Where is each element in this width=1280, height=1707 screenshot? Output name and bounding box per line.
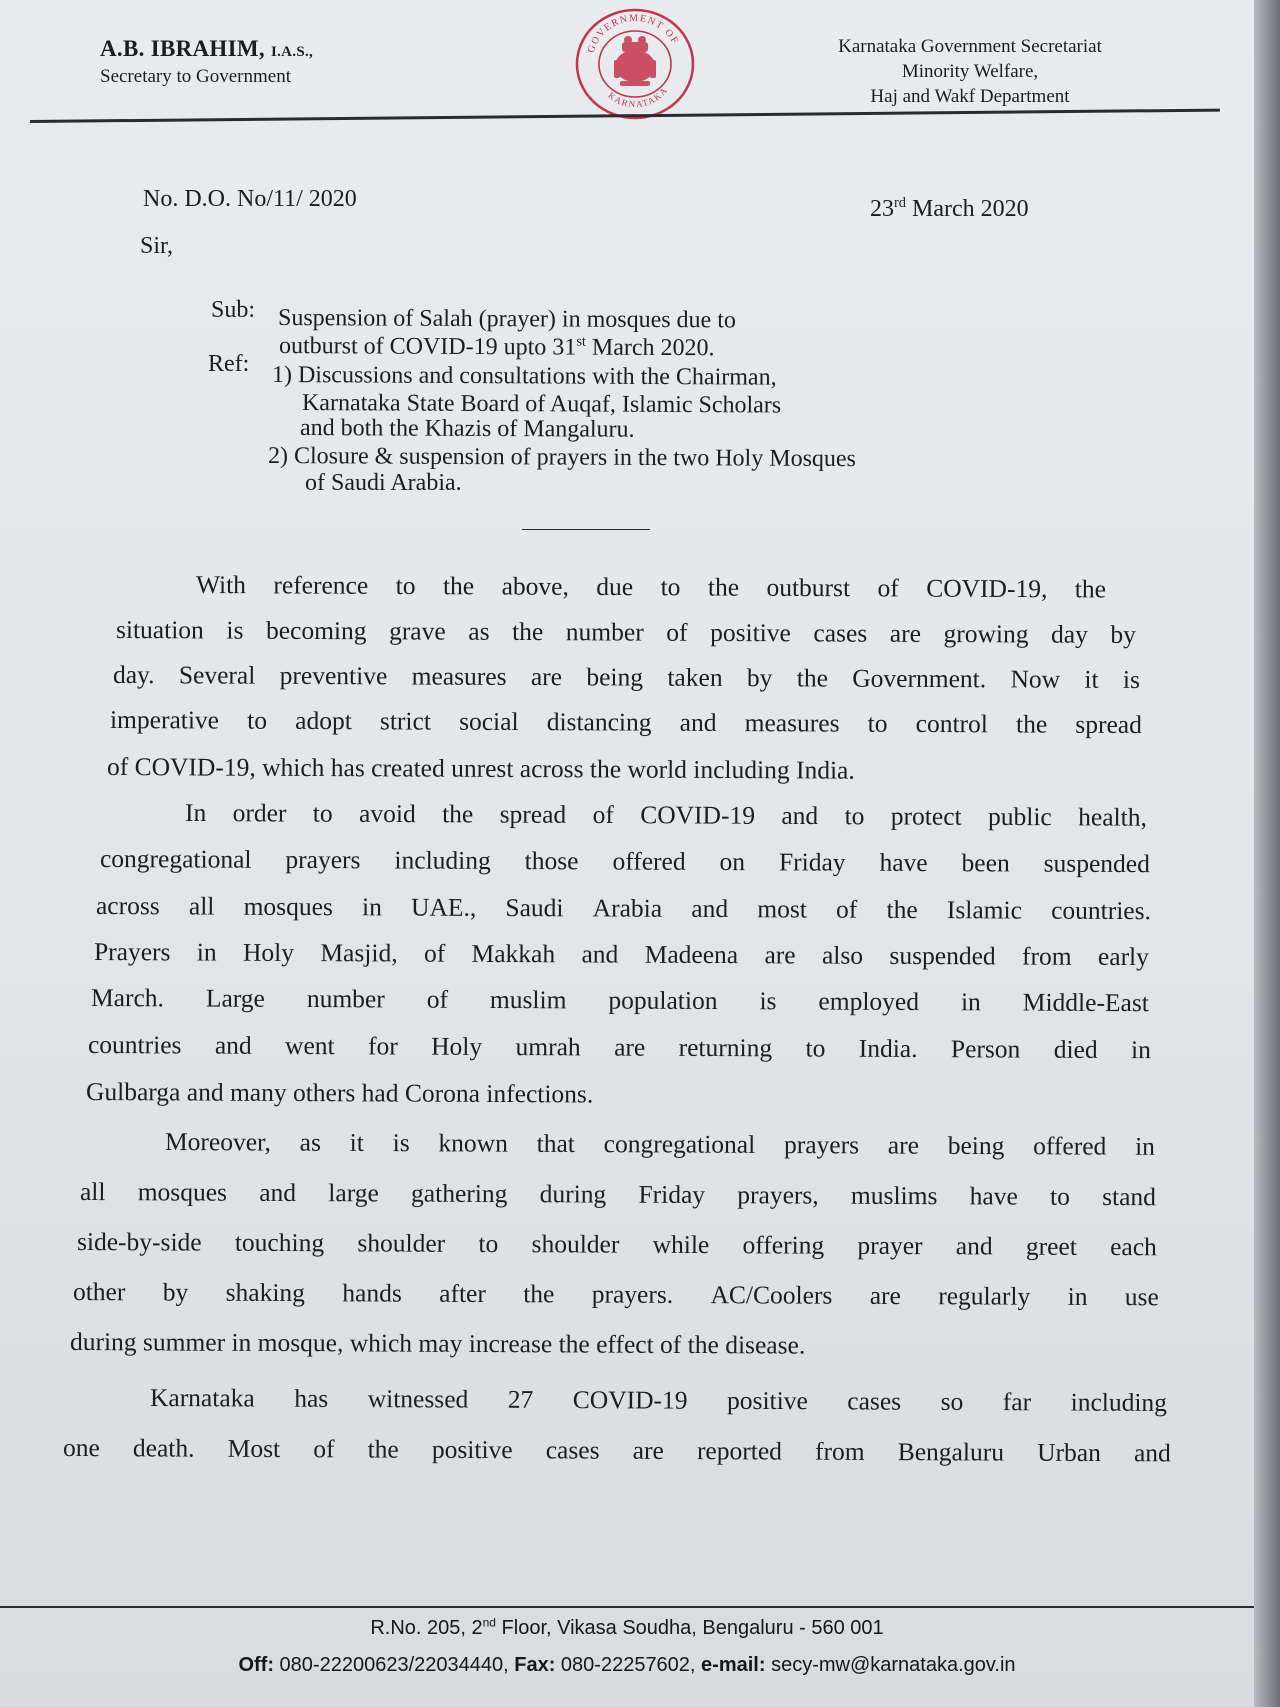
body-word: large xyxy=(328,1178,379,1208)
ref-item-2-line-2: of Saudi Arabia. xyxy=(305,470,462,496)
body-word: and xyxy=(691,893,729,924)
body-word: muslims xyxy=(850,1180,938,1211)
body-line: of COVID-19, which has created unrest across the world including India. xyxy=(106,752,855,785)
body-word: that xyxy=(536,1128,575,1159)
body-line xyxy=(73,1277,1159,1312)
body-word: early xyxy=(1097,941,1150,972)
body-word: and xyxy=(259,1177,297,1208)
seal-text-top: GOVERNMENT OF xyxy=(585,12,681,55)
body-word: and xyxy=(214,1030,252,1060)
body-word: UAE., xyxy=(411,892,477,922)
body-word: side-by-side xyxy=(76,1227,202,1257)
footer-divider xyxy=(0,1606,1254,1608)
footer-contact xyxy=(0,1654,1254,1677)
body-line xyxy=(77,1227,1157,1262)
body-word: grave xyxy=(389,616,446,646)
body-word: the xyxy=(442,571,475,601)
body-word: of xyxy=(877,573,899,603)
body-word: regularly xyxy=(938,1281,1031,1311)
body-word: of xyxy=(426,984,449,1014)
seal-text-bottom: KARNATAKA xyxy=(606,84,670,110)
body-word: shoulder xyxy=(357,1228,446,1258)
body-word: above, xyxy=(501,571,569,601)
body-word: returning xyxy=(678,1032,773,1063)
body-word: strict xyxy=(379,706,432,736)
body-word: avoid xyxy=(359,798,416,829)
body-word: died xyxy=(1053,1034,1098,1064)
sender-name xyxy=(100,36,313,62)
body-word: one xyxy=(62,1433,100,1463)
body-word: taken xyxy=(667,662,723,692)
department-line-2: Minority Welfare, xyxy=(901,61,1039,82)
subject-label: Sub: xyxy=(211,297,256,323)
ref-label: Ref: xyxy=(208,351,250,377)
date-day: 23 xyxy=(870,196,894,222)
body-word: all xyxy=(79,1177,106,1207)
body-word: those xyxy=(524,846,579,876)
body-word: all xyxy=(188,891,215,921)
body-word: and xyxy=(679,707,717,737)
body-word: and xyxy=(581,939,619,969)
body-line xyxy=(185,798,1147,833)
body-word: Madeena xyxy=(644,939,739,970)
body-word: is xyxy=(1122,664,1141,695)
body-word: protect xyxy=(890,801,962,831)
body-word: Islamic xyxy=(946,895,1022,925)
body-word: is xyxy=(226,615,244,645)
body-word: of xyxy=(836,894,858,924)
body-word: each xyxy=(1110,1232,1157,1262)
body-word: measures xyxy=(411,661,507,691)
body-word: so xyxy=(940,1386,964,1416)
body-word: touching xyxy=(234,1227,325,1258)
body-word: the xyxy=(523,1279,555,1309)
body-word: from xyxy=(1021,941,1072,971)
body-line xyxy=(80,1177,1156,1212)
body-word: Large xyxy=(205,983,265,1013)
body-word: Prayers xyxy=(93,937,171,967)
body-word: prayers xyxy=(285,844,361,875)
body-word: witnessed xyxy=(367,1384,469,1414)
body-line xyxy=(113,660,1140,695)
salutation: Sir, xyxy=(140,233,174,259)
ref-item-1-line-2: Karnataka State Board of Auqaf, Islamic Scholars xyxy=(301,390,782,419)
department-block xyxy=(760,34,1180,109)
body-word: COVID-19 xyxy=(572,1385,688,1415)
body-word: shaking xyxy=(225,1277,306,1308)
body-word: distancing xyxy=(546,707,652,737)
body-word: in xyxy=(361,892,382,922)
body-word: India. xyxy=(858,1033,918,1064)
date-suffix: rd xyxy=(894,195,906,211)
body-word: of xyxy=(592,799,614,830)
body-word: stand xyxy=(1102,1181,1157,1212)
body-word: also xyxy=(821,940,864,970)
body-word: on xyxy=(719,847,746,877)
body-word: public xyxy=(987,801,1052,832)
subject-line-2 xyxy=(279,333,715,362)
fax-value: 080-22257602, xyxy=(555,1654,702,1676)
body-word: greet xyxy=(1025,1231,1077,1261)
body-word: With xyxy=(195,570,247,600)
body-word: the xyxy=(512,616,544,647)
body-word: day xyxy=(1050,619,1088,649)
body-line xyxy=(63,1433,1171,1468)
body-word: AC/Coolers xyxy=(710,1280,833,1310)
body-word: being xyxy=(947,1130,1005,1161)
body-word: are xyxy=(530,662,563,692)
body-word: including xyxy=(394,845,491,875)
body-word: prayers. xyxy=(591,1279,674,1309)
ref-item-1-line-1: 1) Discussions and consultations with the Chairman, xyxy=(271,362,777,391)
body-word: employed xyxy=(818,986,920,1017)
body-word: the xyxy=(367,1434,399,1464)
body-word: and xyxy=(781,800,819,831)
body-word: number xyxy=(565,617,644,647)
body-word: went xyxy=(285,1030,335,1061)
body-word: the xyxy=(707,572,740,602)
body-word: is xyxy=(759,986,777,1016)
body-word: Friday xyxy=(778,847,846,877)
body-word: Urban xyxy=(1037,1437,1101,1468)
body-word: positive xyxy=(431,1434,513,1465)
body-word: Several xyxy=(178,660,256,690)
body-word: countries xyxy=(87,1030,182,1060)
body-word: are xyxy=(614,1032,646,1062)
body-word: as xyxy=(299,1127,322,1157)
body-word: spread xyxy=(1075,709,1142,740)
body-word: mosques xyxy=(137,1177,228,1207)
body-word: congregational xyxy=(603,1129,756,1159)
body-word: Person xyxy=(950,1034,1021,1064)
ref-item-1-line-3: and both the Khazis of Mangaluru. xyxy=(299,415,635,443)
body-word: while xyxy=(652,1229,710,1260)
body-word: Now xyxy=(1010,664,1061,694)
footer-address-sup: nd xyxy=(482,1615,496,1630)
body-line xyxy=(196,570,1106,604)
body-word: prayers xyxy=(783,1130,860,1160)
fax-label: Fax: xyxy=(514,1654,556,1676)
body-word: In xyxy=(184,798,207,828)
body-word: to xyxy=(312,798,333,828)
body-word: positive xyxy=(710,617,791,648)
body-line xyxy=(88,1030,1151,1065)
body-word: countries. xyxy=(1051,895,1152,926)
date-rest: March 2020 xyxy=(906,196,1029,222)
body-word: reported xyxy=(696,1436,783,1466)
body-word: as xyxy=(468,616,490,646)
body-word: prayers, xyxy=(737,1180,819,1210)
body-word: most xyxy=(757,894,807,924)
body-word: are xyxy=(764,940,796,970)
body-word: Arabia xyxy=(592,893,663,923)
body-word: spread xyxy=(499,799,567,829)
body-word: situation xyxy=(115,615,204,645)
body-line: Gulbarga and many others had Corona infections. xyxy=(85,1077,594,1109)
email-label: e-mail: xyxy=(701,1654,766,1676)
body-word: reference xyxy=(273,570,369,600)
body-word: offered xyxy=(612,846,686,876)
body-word: to xyxy=(478,1228,499,1259)
body-word: shoulder xyxy=(531,1229,620,1259)
body-word: Government. xyxy=(852,663,987,694)
body-word: number xyxy=(306,984,385,1014)
body-word: Karnataka xyxy=(149,1383,255,1413)
body-word: in xyxy=(960,987,981,1017)
sender-name-suffix: I.A.S., xyxy=(270,44,314,60)
body-line xyxy=(110,705,1142,740)
body-word: adopt xyxy=(295,705,352,736)
body-word: use xyxy=(1124,1282,1159,1312)
body-line xyxy=(116,615,1136,650)
body-word: Most xyxy=(227,1433,281,1464)
body-word: due xyxy=(596,571,634,602)
body-word: been xyxy=(961,848,1010,878)
body-word: congregational xyxy=(99,844,252,874)
letter-date xyxy=(870,196,1029,223)
section-divider xyxy=(522,529,650,530)
subject-line-1: Suspension of Salah (prayer) in mosques due to xyxy=(277,305,736,334)
body-word: Middle-East xyxy=(1022,987,1149,1018)
body-word: known xyxy=(438,1128,508,1158)
body-word: is xyxy=(392,1128,410,1158)
body-word: have xyxy=(879,847,928,878)
body-word: of xyxy=(423,938,446,968)
body-word: day. xyxy=(112,660,155,690)
body-word: across xyxy=(95,891,160,921)
body-word: are xyxy=(632,1435,664,1465)
body-line xyxy=(94,937,1149,972)
body-word: of xyxy=(313,1434,335,1464)
department-line-1: Karnataka Government Secretariat xyxy=(838,36,1102,57)
office-phone-value: 080-22200623/22034440, xyxy=(274,1654,515,1676)
body-word: are xyxy=(869,1280,901,1311)
body-word: during xyxy=(539,1179,607,1209)
body-word: has xyxy=(294,1383,329,1413)
body-word: order xyxy=(232,798,287,828)
body-word: preventive xyxy=(279,660,388,691)
body-word: to xyxy=(805,1033,826,1063)
sender-name-text: A.B. IBRAHIM, xyxy=(100,36,265,61)
body-word: including xyxy=(1070,1387,1168,1417)
body-word: Saudi xyxy=(505,893,564,923)
body-word: social xyxy=(459,706,519,736)
body-word: and xyxy=(955,1231,993,1261)
body-word: to xyxy=(395,570,416,601)
body-word: growing xyxy=(943,619,1029,649)
body-word: imperative xyxy=(109,705,220,735)
body-word: by xyxy=(1110,619,1137,649)
body-word: far xyxy=(1002,1387,1032,1417)
body-word: becoming xyxy=(265,615,367,646)
footer-address-a: R.No. 205, 2 xyxy=(370,1617,483,1639)
body-word: in xyxy=(1067,1281,1088,1311)
body-word: COVID-19 xyxy=(640,800,756,830)
body-line: during summer in mosque, which may increase the effect of the disease. xyxy=(69,1327,806,1360)
body-word: prayer xyxy=(857,1230,923,1261)
body-word: the xyxy=(1015,709,1048,739)
ref-item-2-line-1: 2) Closure & suspension of prayers in the two Holy Mosques xyxy=(267,443,857,473)
body-word: Holy xyxy=(431,1031,483,1061)
body-word: Holy xyxy=(242,937,295,967)
body-word: from xyxy=(815,1436,865,1466)
body-word: 27 xyxy=(507,1384,534,1414)
body-word: being xyxy=(586,662,644,692)
sender-block xyxy=(100,36,313,88)
body-word: to xyxy=(247,705,268,735)
body-word: offered xyxy=(1033,1131,1107,1161)
body-word: COVID-19, xyxy=(926,573,1048,604)
body-word: have xyxy=(969,1181,1018,1211)
office-phone-label: Off: xyxy=(238,1654,274,1676)
body-word: hands xyxy=(342,1278,402,1308)
body-word: suspended xyxy=(1043,848,1150,879)
body-word: for xyxy=(367,1031,398,1061)
body-word: death. xyxy=(132,1433,195,1463)
body-line xyxy=(96,891,1151,926)
body-word: in xyxy=(196,937,217,967)
subject-line-2a: outburst of COVID-19 upto 31 xyxy=(278,333,577,361)
body-word: control xyxy=(915,708,988,739)
footer-address-b: Floor, Vikasa Soudha, Bengaluru - 560 001 xyxy=(495,1617,884,1639)
body-word: of xyxy=(666,617,688,647)
body-word: to xyxy=(1049,1181,1070,1211)
body-line xyxy=(150,1383,1167,1418)
body-word: Makkah xyxy=(471,938,556,969)
footer-address xyxy=(0,1617,1254,1640)
body-line xyxy=(165,1127,1155,1162)
body-word: are xyxy=(887,1130,920,1160)
subject-line-2-sup: st xyxy=(576,333,587,350)
sender-designation: Secretary to Government xyxy=(100,66,291,87)
page-edge-shadow xyxy=(1254,0,1280,1707)
body-word: the xyxy=(886,894,918,925)
body-word: other xyxy=(72,1277,126,1307)
body-word: offering xyxy=(742,1230,825,1260)
body-word: to xyxy=(867,708,888,738)
body-word: it xyxy=(349,1127,364,1157)
body-word: Masjid, xyxy=(320,938,398,968)
body-word: population xyxy=(608,985,718,1016)
body-word: health, xyxy=(1078,802,1147,832)
body-word: are xyxy=(889,618,922,648)
body-word: umrah xyxy=(515,1032,581,1062)
body-word: cases xyxy=(545,1435,600,1465)
body-word: in xyxy=(1135,1131,1156,1161)
body-word: cases xyxy=(813,618,868,648)
body-word: the xyxy=(1074,574,1107,604)
body-word: the xyxy=(796,663,829,693)
body-word: gathering xyxy=(411,1178,508,1209)
reference-number: No. D.O. No/11/ 2020 xyxy=(143,186,357,212)
body-word: measures xyxy=(744,708,840,738)
body-word: mosques xyxy=(243,891,333,922)
body-word: by xyxy=(162,1277,189,1307)
body-line xyxy=(91,983,1149,1018)
body-word: in xyxy=(1130,1035,1151,1065)
body-word: outburst xyxy=(766,572,851,603)
body-word: to xyxy=(844,801,865,831)
body-word: positive xyxy=(727,1385,808,1416)
body-word: after xyxy=(439,1278,486,1309)
email-value: secy-mw@karnataka.gov.in xyxy=(765,1654,1016,1676)
body-word: Friday xyxy=(638,1179,706,1210)
body-word: muslim xyxy=(489,984,567,1015)
body-word: March. xyxy=(90,983,165,1013)
body-word: to xyxy=(660,572,681,602)
body-word: the xyxy=(442,799,474,829)
body-word: Bengaluru xyxy=(897,1437,1005,1467)
subject-line-2b: March 2020. xyxy=(585,334,715,362)
body-word: it xyxy=(1084,664,1099,694)
government-seal-icon xyxy=(570,4,700,122)
body-word: Moreover, xyxy=(164,1127,271,1157)
body-word: cases xyxy=(847,1386,902,1416)
body-word: by xyxy=(746,663,773,693)
body-word: and xyxy=(1133,1438,1171,1468)
body-word: suspended xyxy=(889,940,996,971)
department-line-3: Haj and Wakf Department xyxy=(870,86,1070,107)
body-line xyxy=(100,844,1150,879)
